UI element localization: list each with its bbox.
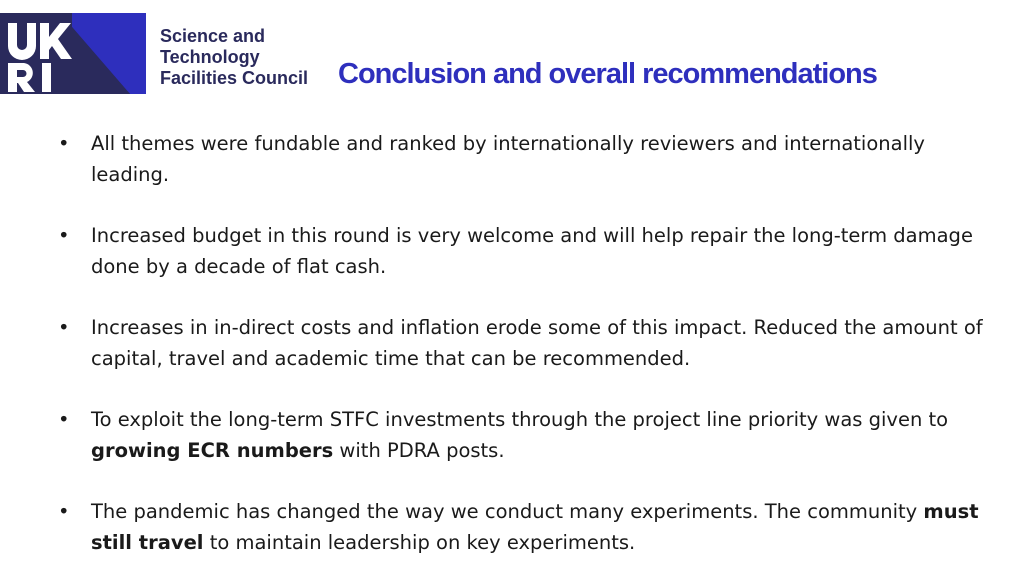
bullet-item	[58, 220, 988, 282]
bullet-list	[58, 128, 988, 588]
bullet-dot-icon: •	[58, 132, 70, 155]
bullet-dot-icon: •	[58, 224, 70, 247]
bullet-text-pre: The pandemic has changed the way we conduct many experiments. The community	[91, 500, 924, 523]
bullet-text: All themes were fundable and ranked by internationally reviewers and internationally leading.	[91, 132, 925, 186]
bullet-item	[58, 312, 988, 374]
org-name-line-2: Technology	[160, 47, 260, 67]
bullet-item	[58, 496, 988, 558]
org-name-line-1: Science and	[160, 26, 266, 46]
bullet-text: Increases in in-direct costs and inflation erode some of this impact. Reduced the amount of capital, travel and academic time that can be recommended.	[91, 316, 983, 370]
bullet-item	[58, 128, 988, 190]
bullet-text-bold: must still travel	[91, 500, 979, 554]
bullet-text-post: to maintain leadership on key experiments.	[203, 531, 636, 554]
org-name	[160, 26, 308, 89]
bullet-dot-icon: •	[58, 316, 70, 339]
bullet-item	[58, 404, 988, 466]
bullet-text-bold: growing ECR numbers	[91, 439, 334, 462]
bullet-text-post: with PDRA posts.	[333, 439, 505, 462]
bullet-dot-icon: •	[58, 500, 70, 523]
bullet-text-pre: To exploit the long-term STFC investments through the project line priority was given to	[91, 408, 949, 431]
slide-title: Conclusion and overall recommendations	[338, 58, 877, 90]
ukri-logo	[0, 13, 146, 94]
org-name-line-3: Facilities Council	[160, 68, 309, 88]
bullet-text: Increased budget in this round is very welcome and will help repair the long-term damage done by a decade of flat cash.	[91, 224, 973, 278]
bullet-dot-icon: •	[58, 408, 70, 431]
